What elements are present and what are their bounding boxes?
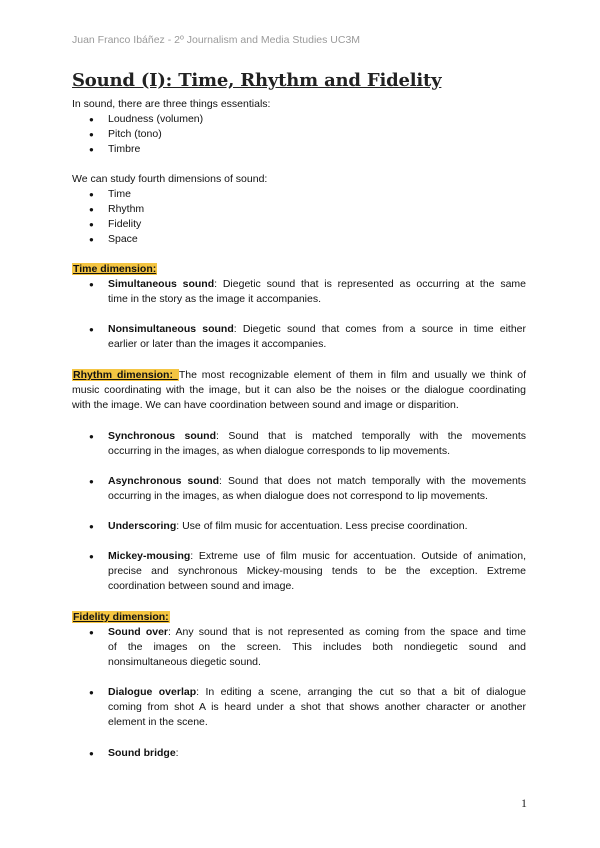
- bullet-icon: ●: [89, 749, 94, 758]
- intro-text: In sound, there are three things essentials:: [72, 98, 271, 110]
- list-item: Asynchronous sound: Sound that does not match temporally with the movements: [108, 475, 526, 487]
- bullet-icon: ●: [89, 235, 94, 244]
- bullet-icon: ●: [89, 280, 94, 289]
- bullet-icon: ●: [89, 145, 94, 154]
- list-item: Loudness (volumen): [108, 113, 204, 125]
- dimensions-intro: We can study fourth dimensions of sound:: [72, 173, 268, 185]
- bullet-icon: ●: [89, 477, 94, 486]
- list-item-continuation: of the images on the screen. This includes both nondiegetic sound and: [108, 641, 526, 653]
- list-item-continuation: coordination between sound and image.: [108, 580, 295, 592]
- bullet-icon: ●: [89, 115, 94, 124]
- bullet-icon: ●: [89, 522, 94, 531]
- list-item-continuation: element in the scene.: [108, 716, 208, 728]
- list-item: Mickey-mousing: Extreme use of film music for accentuation. Outside of animation,: [108, 550, 526, 562]
- bullet-icon: ●: [89, 552, 94, 561]
- list-item-continuation: occurring in the images, as when dialogue corresponds to lip movements.: [108, 445, 451, 457]
- list-item: Underscoring: Use of film music for accentuation. Less precise coordination.: [108, 520, 468, 532]
- list-item: Time: [108, 188, 131, 200]
- bullet-icon: ●: [89, 190, 94, 199]
- list-item: Timbre: [108, 143, 141, 155]
- list-item: Simultaneous sound: Diegetic sound that is represented as occurring at the same: [108, 278, 526, 290]
- list-item: Space: [108, 233, 138, 245]
- list-item-continuation: coming from shot A is heard under a shot that shows another character or another: [108, 701, 526, 713]
- list-item-continuation: time in the story as the image it accompanies.: [108, 293, 322, 305]
- time-heading: Time dimension:: [73, 263, 157, 275]
- list-item: Pitch (tono): [108, 128, 162, 140]
- fidelity-heading: Fidelity dimension:: [73, 611, 169, 623]
- list-item-continuation: precise and synchronous Mickey-mousing tends to be the exception. Extreme: [108, 565, 526, 577]
- list-item: Fidelity: [108, 218, 142, 230]
- list-item-continuation: occurring in the images, as when dialogue does not correspond to lip movements.: [108, 490, 488, 502]
- list-item: Sound over: Any sound that is not represented as coming from the space and time: [108, 626, 526, 638]
- page-number: 1: [521, 796, 527, 810]
- rhythm-paragraph: Rhythm dimension: The most recognizable element of them in film and usually we think of: [73, 369, 526, 381]
- page-header: Juan Franco Ibáñez - 2º Journalism and Media Studies UC3M: [72, 34, 361, 46]
- bullet-icon: ●: [89, 130, 94, 139]
- list-item: Dialogue overlap: In editing a scene, arranging the cut so that a bit of dialogue: [108, 686, 527, 698]
- bullet-icon: ●: [89, 432, 94, 441]
- bullet-icon: ●: [89, 688, 94, 697]
- list-item-continuation: earlier or later than the images it accompanies.: [108, 338, 327, 350]
- list-item: Sound bridge:: [108, 747, 179, 759]
- list-item: Rhythm: [108, 203, 145, 215]
- bullet-icon: ●: [89, 220, 94, 229]
- list-item: Nonsimultaneous sound: Diegetic sound that comes from a source in time either: [108, 323, 526, 335]
- bullet-icon: ●: [89, 205, 94, 214]
- rhythm-paragraph-line: with the image. We can have coordination between sound and image or disparition.: [72, 399, 459, 411]
- rhythm-paragraph-line: music coordinating with the image, but it can also be the noises or the dialogue coordinating: [72, 384, 526, 396]
- list-item: Synchronous sound: Sound that is matched temporally with the movements: [108, 430, 526, 442]
- page-title: Sound (I): Time, Rhythm and Fidelity: [72, 70, 442, 91]
- bullet-icon: ●: [89, 325, 94, 334]
- list-item-continuation: nonsimultaneous diegetic sound.: [108, 656, 261, 668]
- bullet-icon: ●: [89, 628, 94, 637]
